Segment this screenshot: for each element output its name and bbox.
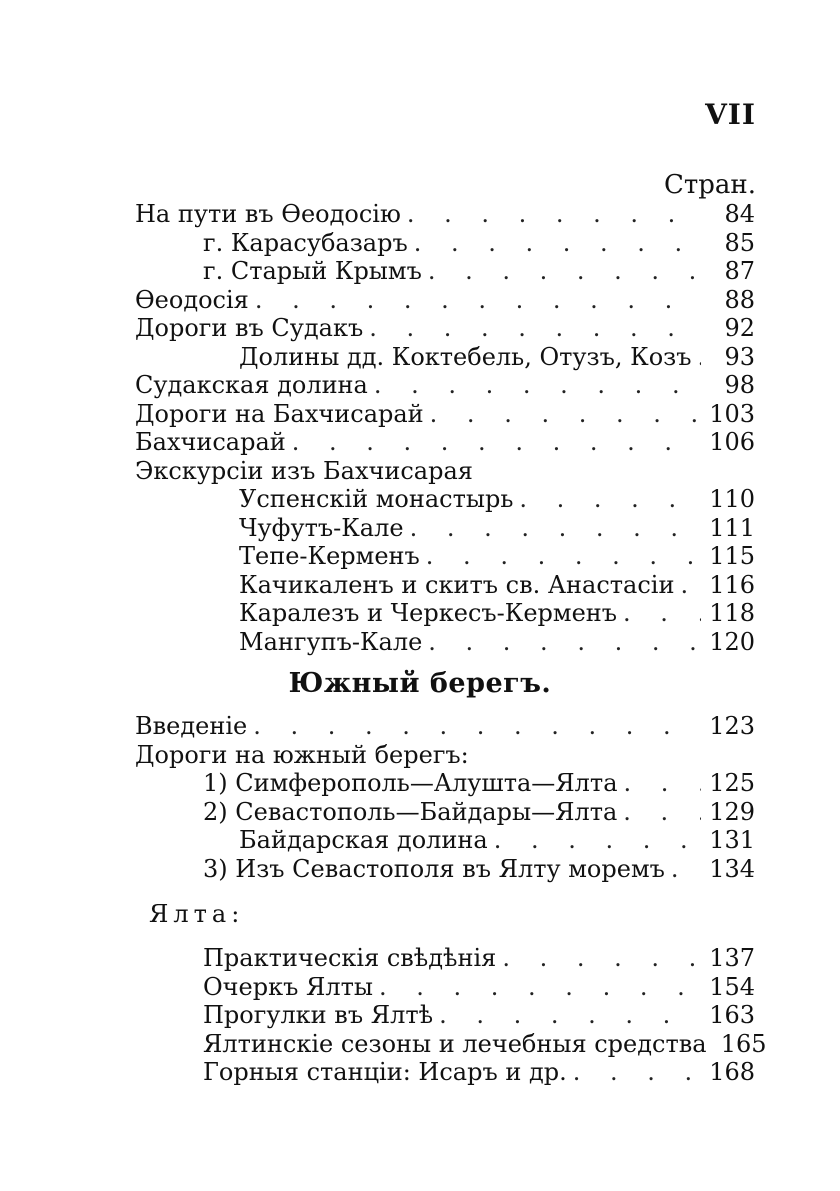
dot-leader: [623, 798, 701, 827]
toc-entry-title: Экскурсіи изъ Бахчисарая: [135, 456, 473, 485]
toc-entry: [135, 571, 755, 600]
dot-leader: [439, 1001, 701, 1030]
toc-entry-page: 154: [709, 972, 755, 1001]
toc-entry-title: 1) Симферополь—Алушта—Ялта: [203, 769, 618, 797]
toc-entry-page: 163: [709, 1001, 755, 1029]
dot-leader: [519, 485, 701, 514]
dot-leader: [414, 229, 701, 258]
toc-entry-page: 120: [709, 627, 755, 656]
dot-leader: [379, 973, 701, 1002]
section-heading-south: Южный берегъ.: [288, 668, 552, 699]
yalta-section: [135, 900, 767, 1087]
page-number: VII: [705, 98, 756, 131]
toc-entry-title: Введеніе: [135, 712, 248, 740]
toc-entry: [135, 1058, 755, 1087]
toc-entry: [135, 514, 755, 543]
toc-entry-title: На пути въ Ѳеодосію: [135, 200, 401, 228]
toc-entry-page: 106: [709, 428, 755, 456]
toc-entry: [135, 599, 755, 628]
dot-leader: [698, 343, 701, 372]
toc-entry: [135, 1001, 755, 1030]
toc-entry-title: Дороги въ Судакъ: [135, 314, 364, 342]
toc-subheading: [135, 741, 755, 770]
toc-entry-page: 118: [709, 599, 755, 627]
dot-leader: [426, 542, 701, 571]
toc-entry-title: Чуфутъ-Кале: [239, 513, 404, 542]
dot-leader: [407, 200, 701, 229]
toc-entry: [135, 371, 755, 400]
toc-entry: [135, 712, 755, 741]
toc-entry-page: 87: [724, 257, 755, 285]
dot-leader: [253, 712, 701, 741]
toc-entry: [135, 229, 755, 258]
dot-leader: [623, 599, 701, 628]
toc-entry-page: 98: [724, 371, 755, 399]
toc-entry-title: Тепе-Керменъ: [239, 542, 420, 570]
toc-main-list: [135, 200, 755, 656]
toc-entry-title: Очеркъ Ялты: [203, 972, 374, 1001]
toc-entry-title: Ѳеодосія: [135, 285, 249, 314]
toc-entry-title: 2) Севастополь—Байдары—Ялта: [203, 797, 618, 826]
toc-entry: [135, 855, 755, 884]
toc-entry-page: 85: [724, 228, 755, 257]
dot-leader: [428, 257, 701, 286]
toc-entry-title: Судакская долина: [135, 371, 368, 399]
toc-entry-page: 123: [709, 712, 755, 740]
dot-leader: [430, 400, 701, 429]
toc-entry-page: 111: [709, 513, 755, 542]
toc-entry-page: 84: [724, 200, 755, 228]
toc-entry-title: Долины дд. Коктебель, Отузъ, Козъ: [239, 342, 692, 371]
toc-entry: [135, 400, 755, 429]
toc-entry-title: 3) Изъ Севастополя въ Ялту моремъ: [203, 854, 665, 883]
toc-entry-page: 116: [709, 570, 755, 599]
toc-entry-title: Каралезъ и Черкесъ-Керменъ: [239, 599, 618, 627]
toc-entry: [135, 314, 755, 343]
toc-entry-page: 131: [709, 826, 755, 854]
dot-leader: [573, 1058, 701, 1087]
toc-entry: [135, 485, 755, 514]
dot-leader: [624, 769, 701, 798]
toc-entry: [135, 1029, 767, 1059]
page-column-label: Стран.: [663, 170, 756, 200]
toc-entry: [135, 798, 755, 827]
toc-entry-page: 137: [709, 944, 755, 972]
toc-entry-title: Бахчисарай: [135, 428, 286, 456]
toc-entry: [135, 286, 755, 315]
toc-entry-title: Дороги на Бахчисарай: [135, 399, 424, 428]
toc-entry-page: 110: [709, 485, 755, 513]
toc-entry-title: Практическія свѣдѣнія: [203, 944, 497, 972]
toc-entry: [135, 944, 755, 973]
dot-leader: [680, 571, 701, 600]
toc-entry: [135, 769, 755, 798]
toc-entry-title: Ялтинскіе сезоны и лечебныя средства: [203, 1029, 707, 1058]
toc-entry: [135, 343, 755, 372]
toc-entry-page: 168: [709, 1058, 755, 1086]
dot-leader: [410, 514, 701, 543]
toc-yalta-list: [135, 944, 767, 1087]
dot-leader: [292, 428, 701, 457]
toc-entry-page: 92: [724, 314, 755, 342]
toc-entry-title: Байдарская долина: [239, 826, 488, 854]
dot-leader: [494, 826, 701, 855]
toc-entry: [135, 200, 755, 229]
dot-leader: [428, 628, 701, 657]
toc-entry-page: 125: [709, 769, 755, 797]
toc-entry: [135, 826, 755, 855]
toc-entry-title: Мангупъ-Кале: [239, 627, 423, 656]
toc-entry-title: Качикаленъ и скитъ св. Анастасіи: [239, 570, 675, 599]
dot-leader: [369, 314, 701, 343]
toc-subheading: [135, 457, 755, 486]
toc-entry-page: 134: [709, 854, 755, 883]
toc-entry-page: 88: [724, 285, 755, 314]
toc-entry-title: г. Старый Крымъ: [203, 257, 422, 285]
toc-entry: [135, 542, 755, 571]
dot-leader: [502, 944, 701, 973]
toc-entry-title: Горныя станціи: Исаръ и др.: [203, 1058, 567, 1086]
toc-entry-page: 129: [709, 797, 755, 826]
toc-entry: [135, 628, 755, 657]
toc-entry: [135, 257, 755, 286]
dot-leader: [255, 286, 701, 315]
toc-entry-page: 165: [720, 1029, 767, 1058]
dot-leader: [374, 371, 701, 400]
section-heading-yalta: Ялта:: [149, 900, 245, 928]
toc-entry-title: г. Карасубазаръ: [203, 228, 408, 257]
toc-entry-title: Прогулки въ Ялтѣ: [203, 1001, 434, 1029]
toc-entry: [135, 973, 755, 1002]
toc-south-list: [135, 712, 755, 883]
toc-entry-page: 115: [709, 542, 755, 570]
toc-entry-page: 103: [709, 399, 755, 428]
toc-entry-title: Успенскій монастырь: [239, 485, 514, 513]
toc-entry-page: 93: [724, 342, 755, 371]
toc-entry-title: Дороги на южный берегъ:: [135, 740, 469, 769]
dot-leader: [671, 855, 701, 884]
toc-entry: [135, 428, 755, 457]
